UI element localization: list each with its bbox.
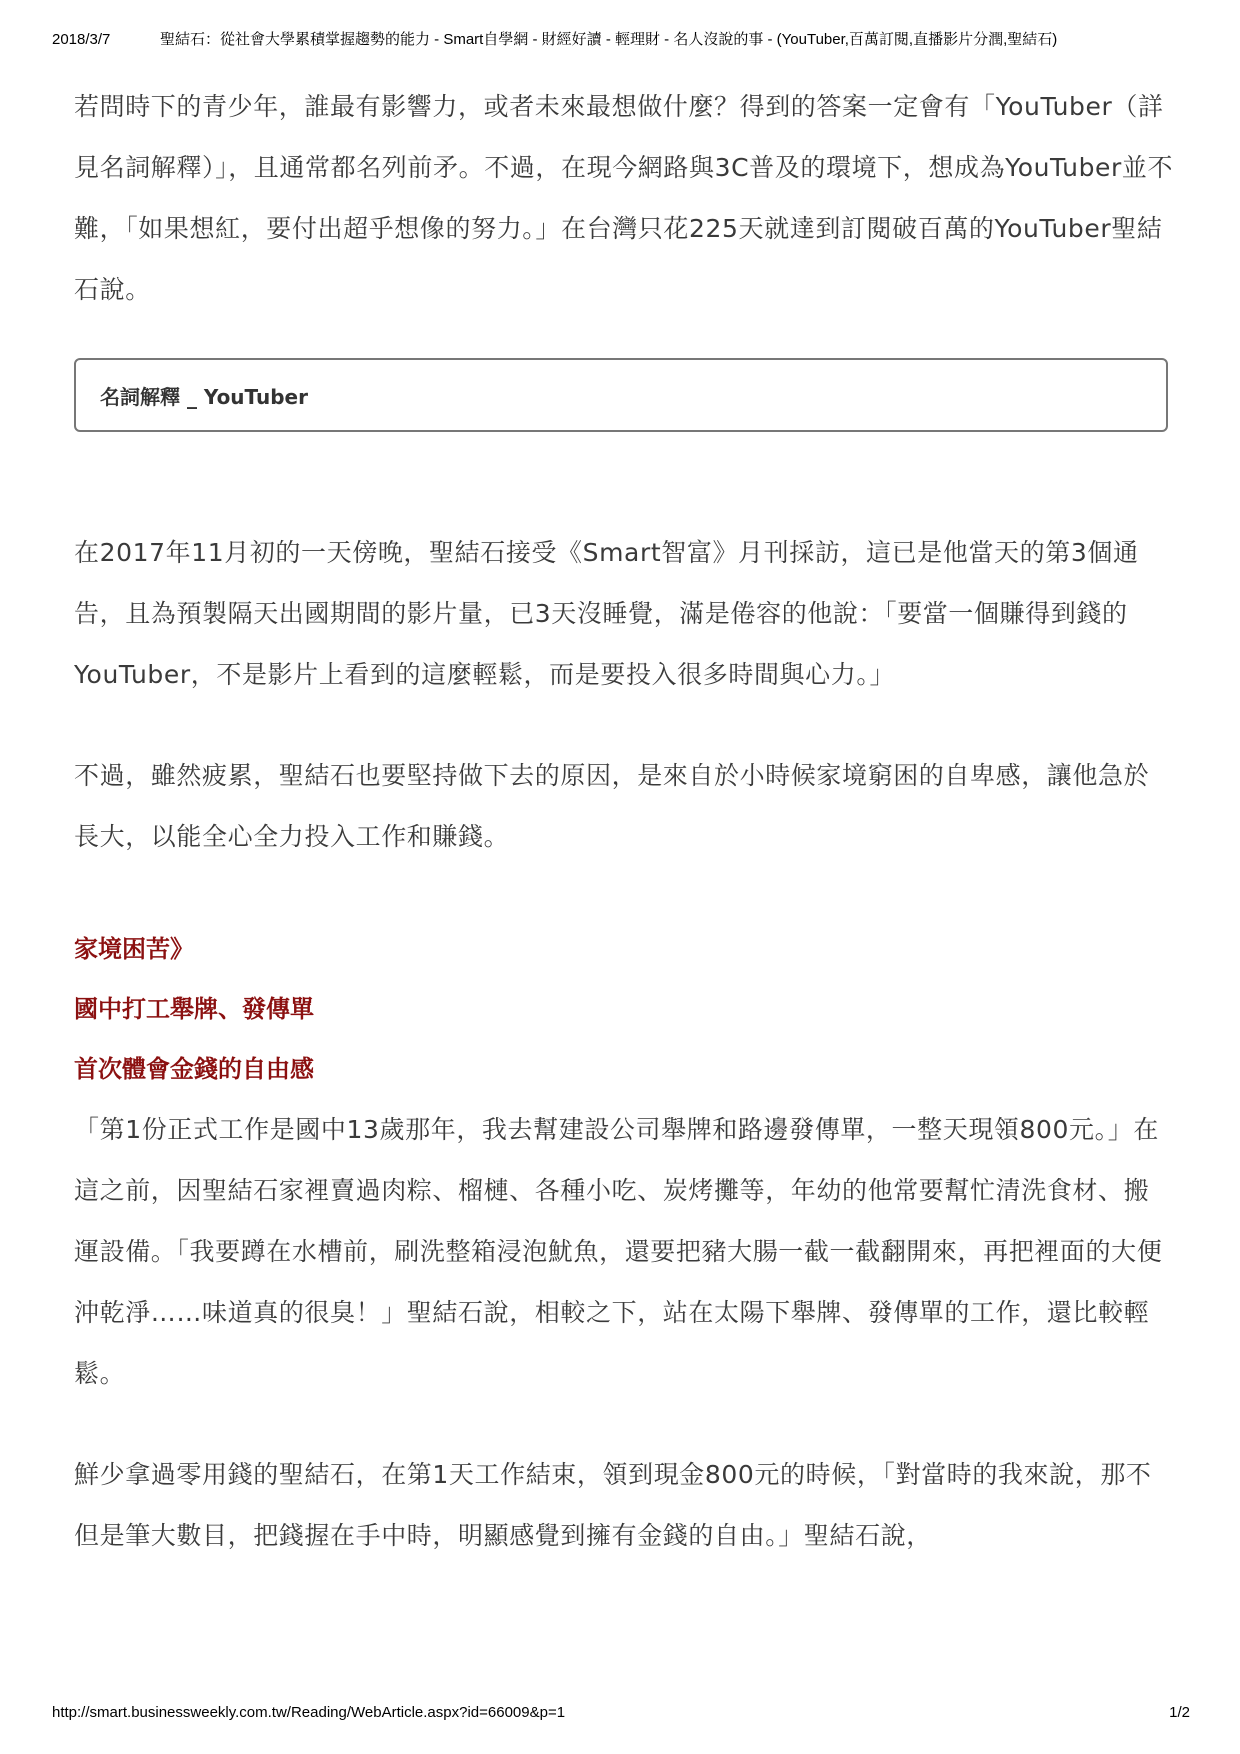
- page-number: 1/2: [1169, 1704, 1190, 1721]
- page-url: http://smart.businessweekly.com.tw/Reading/WebArticle.aspx?id=66009&p=1: [52, 1704, 566, 1721]
- glossary-box[interactable]: [74, 358, 1168, 432]
- section-heading-line-3: 首次體會金錢的自由感: [74, 1055, 314, 1083]
- section-heading: [74, 919, 1174, 1099]
- paragraph-motivation: 不過，雖然疲累，聖結石也要堅持做下去的原因，是來自於小時候家境窮困的自卑感，讓他急於長大，以能全心全力投入工作和賺錢。: [74, 761, 1150, 851]
- section-heading-line-2: 國中打工舉牌、發傳單: [74, 995, 314, 1023]
- paragraph-interview: 在2017年11月初的一天傍晚，聖結石接受《Smart智富》月刊採訪，這已是他當天的第3個通告，且為預製隔天出國期間的影片量，已3天沒睡覺，滿是倦容的他說：「要當一個賺得到錢的YouTuber，不是影片上看到的這麼輕鬆，而是要投入很多時間與心力。」: [74, 538, 1139, 689]
- glossary-label: 名詞解釋 _ YouTuber: [100, 384, 308, 409]
- paragraph-intro: 若問時下的青少年，誰最有影響力，或者未來最想做什麼？得到的答案一定會有「YouTuber（詳見名詞解釋）」，且通常都名列前矛。不過，在現今網路與3C普及的環境下，想成為YouTuber並不難，「如果想紅，要付出超乎想像的努力。」在台灣只花225天就達到訂閱破百萬的YouTuber聖結石說。: [74, 92, 1174, 304]
- page-title: 聖結石：從社會大學累積掌握趨勢的能力 - Smart自學網 - 財經好讀 - 輕理財 - 名人沒說的事 - (YouTuber,百萬訂閱,直播影片分潤,聖結石): [160, 31, 1058, 48]
- print-date: 2018/3/7: [52, 31, 111, 48]
- paragraph-first-job: 「第1份正式工作是國中13歲那年，我去幫建設公司舉牌和路邊發傳單，一整天現領800元。」在這之前，因聖結石家裡賣過肉粽、榴槤、各種小吃、炭烤攤等，年幼的他常要幫忙清洗食材、搬運設備。「我要蹲在水槽前，刷洗整箱浸泡魷魚，還要把豬大腸一截一截翻開來，再把裡面的大便沖乾淨……味道真的很臭！」聖結石說，相較之下，站在太陽下舉牌、發傳單的工作，還比較輕鬆。: [74, 1115, 1163, 1388]
- article-body: [74, 76, 1174, 1566]
- section-heading-line-1: 家境困苦》: [74, 935, 194, 963]
- print-header: [52, 28, 1192, 49]
- print-footer: [52, 1704, 1190, 1721]
- paragraph-first-pay: 鮮少拿過零用錢的聖結石，在第1天工作結束，領到現金800元的時候，「對當時的我來說，那不但是筆大數目，把錢握在手中時，明顯感覺到擁有金錢的自由。」聖結石說，: [74, 1460, 1152, 1550]
